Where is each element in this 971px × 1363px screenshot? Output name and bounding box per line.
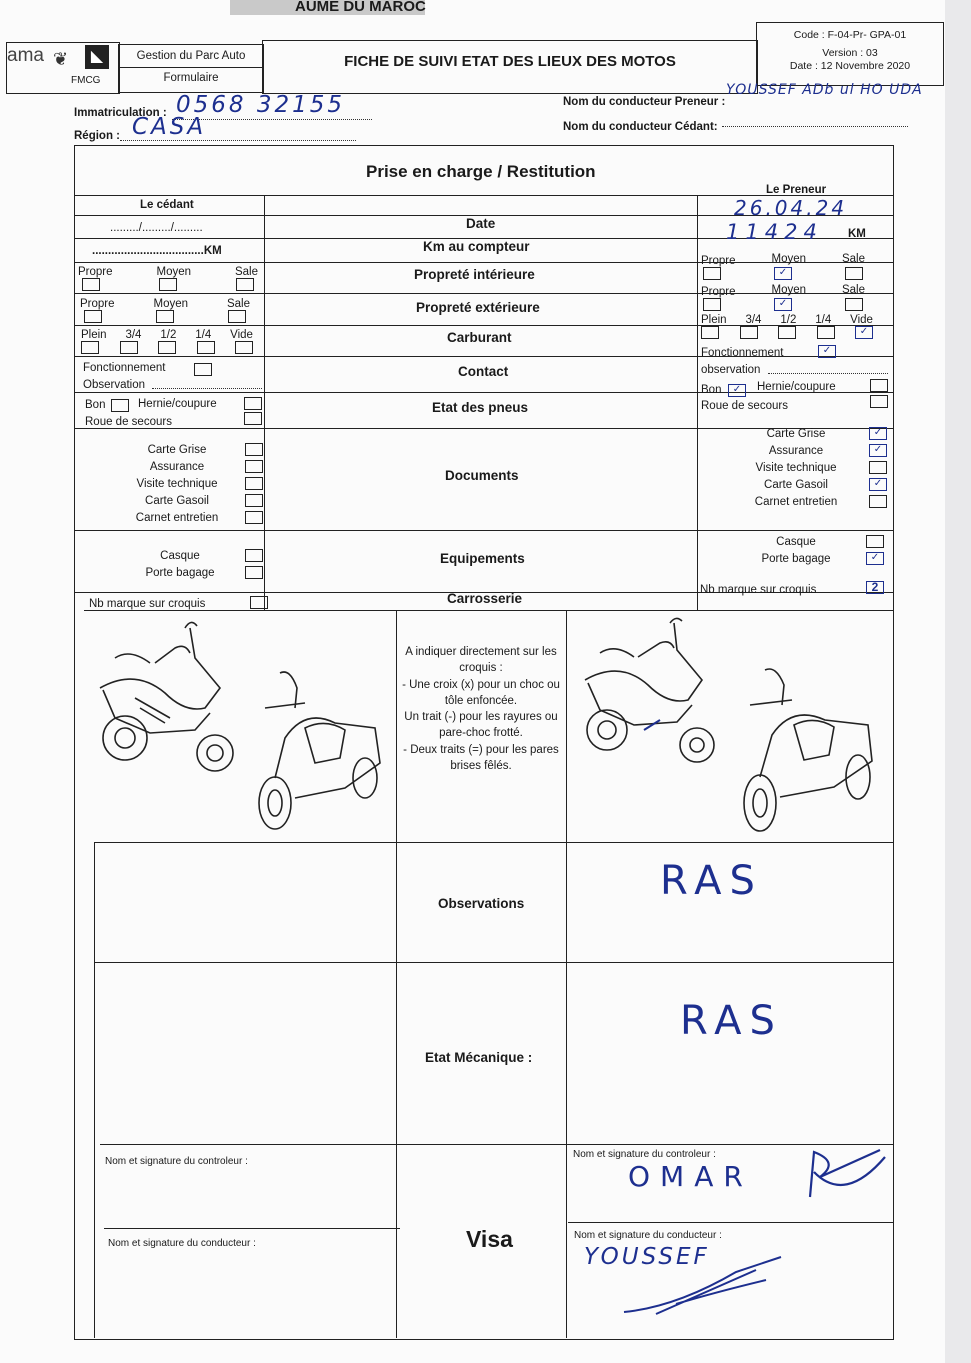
nb-marque-value[interactable]: 2 [866,581,884,594]
cedant-header: Le cédant [140,199,194,211]
checkbox-roue[interactable] [244,412,262,425]
scooter-sketch-right-front [730,665,880,840]
preneur-label: Nom du conducteur Preneur : [563,96,726,108]
doc-label: Carnet entretien [135,511,219,524]
moyen-label: Moyen [156,266,192,278]
form-type-box [118,66,264,93]
q34-label: 3/4 [745,314,762,326]
right-date-value: 26.04.24 [734,196,848,220]
left-carburant [81,329,253,354]
checkbox-fonctionnement-checked[interactable]: ✓ [818,345,836,358]
sale-label: Sale [841,252,865,265]
checkbox-propre[interactable] [703,298,721,311]
q14-label: 1/4 [815,314,832,326]
right-equip-list [756,533,884,567]
row-label-carrosserie: Carrosserie [447,591,523,606]
rule [104,1228,400,1229]
rule [94,962,894,963]
rule [100,1144,894,1145]
scooter-sketch-left-front [245,668,385,838]
row-label-observations: Observations [438,896,525,911]
sale-label: Sale [234,266,258,278]
checkbox-q14[interactable] [197,341,215,354]
doc-label: Carte Gasoil [145,494,209,507]
checkbox-doc[interactable] [245,460,263,473]
q12-label: 1/2 [160,329,177,341]
section-title: Prise en charge / Restitution [366,162,596,181]
checkbox-vide-checked[interactable]: ✓ [855,326,873,339]
doc-label: Carte Gasoil [764,478,828,491]
right-fonctionnement: Fonctionnement [701,347,784,359]
left-observation-line [152,388,262,389]
checkbox-sale[interactable] [845,267,863,280]
region-label: Région : [74,130,120,142]
checkbox-doc[interactable] [245,511,263,524]
left-documents-list [120,441,263,526]
q14-label: 1/4 [195,329,212,341]
row-label-documents: Documents [445,468,519,483]
rule [94,842,894,843]
checkbox-q34[interactable] [120,341,138,354]
right-documents-list [742,425,887,510]
right-hernie: Hernie/coupure [757,381,836,393]
vide-label: Vide [850,314,873,326]
checkbox-moyen[interactable] [159,278,177,291]
checkbox-nb-marque[interactable] [250,596,268,609]
instruction-line: - Deux traits (=) pour les pares brises fêlés. [403,743,559,773]
right-observation-line [768,373,888,374]
top-banner-text: AUME DU MAROC [295,0,426,15]
doc-label: Assurance [149,460,205,473]
moyen-label: Moyen [771,252,807,265]
checkbox-doc[interactable] [245,443,263,456]
row-label-equipements: Equipements [440,551,525,566]
moyen-label: Moyen [771,283,807,296]
checkbox-roue[interactable] [870,395,888,408]
rule [568,1222,894,1223]
left-roue: Roue de secours [85,416,172,428]
left-hernie: Hernie/coupure [138,398,217,410]
right-km-value: 11424 [726,220,823,244]
sale-label: Sale [841,283,865,296]
propre-label: Propre [701,286,736,298]
cedant-label: Nom du conducteur Cédant: [563,121,718,133]
left-nb-marque: Nb marque sur croquis [89,598,206,610]
rule [74,530,894,531]
checkbox-doc[interactable] [869,461,887,474]
doc-label: Visite technique [755,461,837,474]
row-label-prop-int: Propreté intérieure [414,267,535,282]
checkbox-hernie[interactable] [870,379,888,392]
dept-box [118,44,264,68]
title-box [262,40,758,94]
checkbox-fonctionnement[interactable] [194,363,212,376]
checkbox-q14[interactable] [817,326,835,339]
checkbox-doc-checked[interactable]: ✓ [869,427,887,440]
checkbox-vide[interactable] [235,341,253,354]
logo-sub: FMCG [71,75,101,86]
left-fonctionnement: Fonctionnement [83,362,166,374]
checkbox-q34[interactable] [740,326,758,339]
document-title: FICHE DE SUIVI ETAT DES LIEUX DES MOTOS [344,53,676,70]
company-logo-text: ama [7,45,44,66]
doc-label: Assurance [768,444,824,457]
region-line [120,140,356,141]
propre-label: Propre [80,298,115,310]
right-nb-marque: Nb marque sur croquis [700,584,817,596]
checkbox-sale[interactable] [228,310,246,323]
left-observation: Observation [83,379,146,391]
checkbox-hernie[interactable] [244,397,262,410]
left-equip-list [130,547,263,581]
doc-date: Date : 12 Novembre 2020 [789,60,911,72]
right-carburant [701,314,873,339]
row-label-prop-ext: Propreté extérieure [416,300,540,315]
rule [566,610,567,1338]
checkbox-bon[interactable] [111,399,129,412]
left-sig-controleur: Nom et signature du controleur : [105,1156,248,1167]
checkbox-equip[interactable] [245,549,263,562]
immat-label: Immatriculation : [74,107,167,119]
plein-label: Plein [701,314,727,326]
scooter-sketch-left-side [95,618,245,788]
form-type-label: Formulaire [163,72,219,84]
right-prop-int [701,250,865,280]
right-prop-ext [701,281,865,311]
row-label-contact: Contact [458,364,509,379]
doc-version: Version : 03 [822,47,878,59]
rule [396,610,397,1338]
checkbox-moyen[interactable] [156,310,174,323]
left-bon: Bon [85,399,106,411]
row-label-mecanique: Etat Mécanique : [425,1050,533,1065]
scooter-sketch-right-side [582,615,722,775]
checkbox-doc[interactable] [245,477,263,490]
controleur-name-value: OMAR [628,1160,753,1193]
checkbox-doc-checked[interactable]: ✓ [869,444,887,457]
instruction-line: - Une croix (x) pour un choc ou tôle enfoncée. [402,678,560,707]
rule [264,195,265,610]
right-roue: Roue de secours [701,400,788,412]
checkbox-propre[interactable] [84,310,102,323]
checkbox-sale[interactable] [236,278,254,291]
rule [697,195,698,610]
checkbox-propre[interactable] [82,278,100,291]
equip-label: Casque [160,549,200,562]
doc-code: Code : F-04-Pr- GPA-01 [793,29,907,41]
doc-label: Carnet entretien [754,495,838,508]
propre-label: Propre [78,266,113,278]
checkbox-sale[interactable] [845,298,863,311]
plein-label: Plein [81,329,107,341]
left-prop-ext [80,298,250,323]
instruction-line: Un trait (-) pour les rayures ou pare-choc frotté. [404,711,558,740]
checkbox-q12[interactable] [778,326,796,339]
immat-value: 0568 32155 [176,92,346,118]
right-sig-conducteur: Nom et signature du conducteur : [574,1230,722,1241]
propre-label: Propre [701,255,736,267]
equip-label: Porte bagage [145,566,215,579]
checkbox-bon-checked[interactable]: ✓ [728,384,746,397]
controleur-signature [800,1142,890,1204]
checkbox-doc[interactable] [245,494,263,507]
checkbox-plein[interactable] [81,341,99,354]
conducteur-name-value: YOUSSEF [584,1244,710,1270]
doc-label: Carte Grise [766,427,826,440]
left-prop-int [78,266,258,291]
doc-label: Carte Grise [147,443,207,456]
checkbox-equip[interactable] [245,566,263,579]
doc-label: Visite technique [136,477,218,490]
checkbox-moyen-checked[interactable]: ✓ [774,298,792,311]
left-sig-conducteur: Nom et signature du conducteur : [108,1238,256,1249]
logo-box [6,42,120,94]
checkbox-moyen-checked[interactable]: ✓ [774,267,792,280]
croquis-instructions [398,644,564,774]
instruction-line: A indiquer directement sur les croquis : [405,646,557,675]
leaf-icon: ❦ [53,49,69,69]
right-bon: Bon [701,384,722,396]
row-label-carburant: Carburant [447,330,512,345]
right-km-unit: KM [848,228,866,240]
row-label-date: Date [466,216,496,231]
checkbox-doc-checked[interactable]: ✓ [869,478,887,491]
right-sig-controleur: Nom et signature du controleur : [573,1149,716,1160]
rule [94,842,95,1338]
checkbox-doc[interactable] [869,495,887,508]
department-label: Gestion du Parc Auto [136,50,246,62]
q34-label: 3/4 [125,329,142,341]
checkbox-equip-checked[interactable]: ✓ [866,552,884,565]
rule [84,610,894,611]
mecanique-value: RAS [680,998,783,1044]
cedant-line [722,126,908,127]
q12-label: 1/2 [780,314,797,326]
checkbox-plein[interactable] [701,326,719,339]
moyen-label: Moyen [153,298,189,310]
left-km-blank: ...................................KM [92,245,222,257]
sale-label: Sale [226,298,250,310]
meta-box [756,22,944,86]
row-label-pneus: Etat des pneus [432,400,529,415]
checkbox-propre[interactable] [703,267,721,280]
equip-label: Porte bagage [761,552,831,565]
conducteur-signature [616,1252,786,1322]
region-value: CASA [132,114,207,140]
checkbox-q12[interactable] [158,341,176,354]
brand-icon: ◣ [85,45,109,69]
row-label-visa: Visa [466,1226,513,1252]
row-label-km: Km au compteur [423,239,530,254]
preneur-value: YOUSSEF ADb ul HO UDA [726,82,923,98]
equip-label: Casque [776,535,816,548]
right-observation: observation [701,364,761,376]
checkbox-equip[interactable] [866,535,884,548]
preneur-header: Le Preneur [766,184,827,196]
observations-value: RAS [660,858,763,904]
left-date-blank: ........./........./......... [110,222,203,234]
vide-label: Vide [230,329,253,341]
